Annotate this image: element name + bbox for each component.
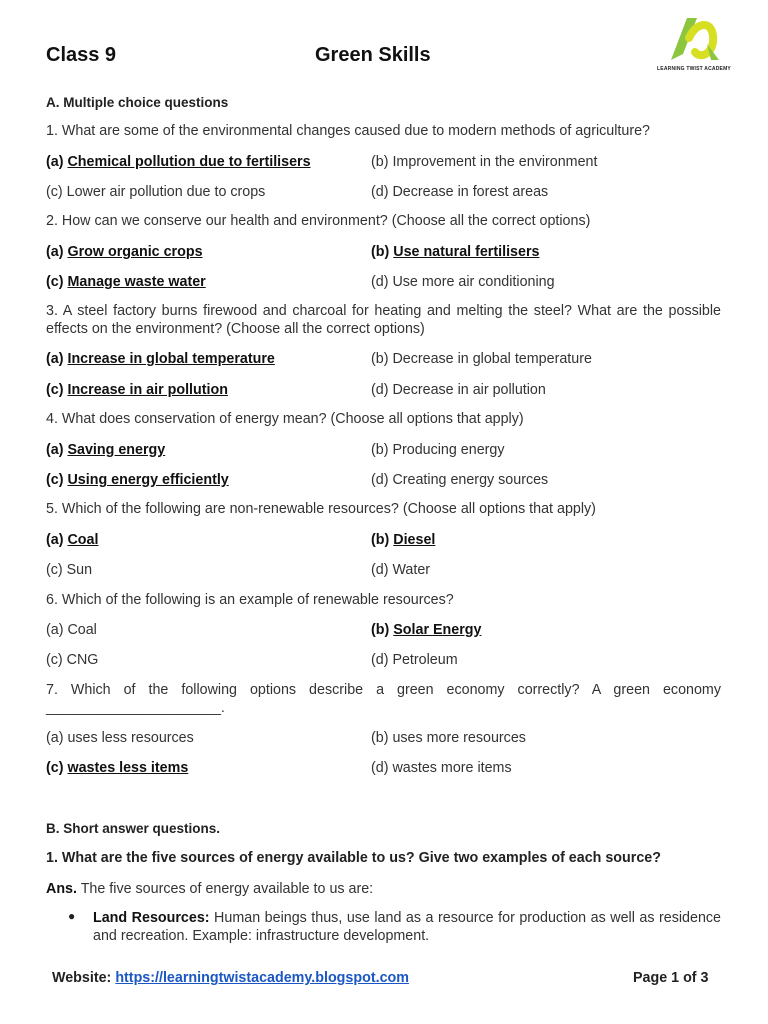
q3-option-a: (a) Increase in global temperature — [46, 351, 275, 367]
logo-name: LEARNING TWIST ACADEMY — [657, 66, 731, 72]
q3-option-c: (c) Increase in air pollution — [46, 382, 228, 398]
q7-option-a: (a) uses less resources — [46, 730, 194, 746]
class-title: Class 9 — [46, 44, 117, 66]
q6-option-c: (c) CNG — [46, 652, 99, 668]
question-7: 7. Which of the following options describe a green economy correctly? A green economy ______________________. — [46, 682, 721, 716]
q2-option-d: (d) Use more air conditioning — [371, 274, 555, 290]
q5-option-c: (c) Sun — [46, 562, 93, 578]
q2-option-b: (b) Use natural fertilisers — [371, 244, 540, 260]
q4-option-b: (b) Producing energy — [371, 442, 505, 458]
subject-title: Green Skills — [315, 44, 431, 66]
q4-option-a: (a) Saving energy — [46, 442, 166, 458]
logo-mark-icon — [653, 12, 735, 68]
q3-option-d: (d) Decrease in air pollution — [371, 382, 546, 398]
q4-option-d: (d) Creating energy sources — [371, 472, 549, 488]
q4-option-c: (c) Using energy efficiently — [46, 472, 229, 488]
q7-option-d: (d) wastes more items — [371, 760, 512, 776]
q5-option-b: (b) Diesel — [371, 532, 436, 548]
q6-option-a: (a) Coal — [46, 622, 97, 638]
q2-option-c: (c) Manage waste water — [46, 274, 206, 290]
q2-option-a: (a) Grow organic crops — [46, 244, 203, 260]
question-2: 2. How can we conserve our health and environment? (Choose all the correct options) — [46, 213, 591, 229]
section-b-title: B. Short answer questions. — [46, 821, 221, 836]
q7-option-c: (c) wastes less items — [46, 760, 189, 776]
section-a-title: A. Multiple choice questions — [46, 95, 229, 110]
academy-logo — [653, 12, 735, 74]
q3-option-b: (b) Decrease in global temperature — [371, 351, 592, 367]
q1-option-c: (c) Lower air pollution due to crops — [46, 184, 266, 200]
question-6: 6. Which of the following is an example of renewable resources? — [46, 592, 454, 608]
land-resources-bullet: Land Resources: Human beings thus, use land as a resource for production as well as residence and recreation. Example: infrastructure development. — [93, 910, 721, 944]
q1-option-b: (b) Improvement in the environment — [371, 154, 598, 170]
bullet-icon: ● — [68, 909, 76, 923]
q5-option-a: (a) Coal — [46, 532, 99, 548]
question-4: 4. What does conservation of energy mean? (Choose all options that apply) — [46, 411, 524, 427]
website-link[interactable]: https://learningtwistacademy.blogspot.com — [115, 970, 409, 986]
q1-option-a: (a) Chemical pollution due to fertilisers — [46, 154, 311, 170]
q7-option-b: (b) uses more resources — [371, 730, 526, 746]
question-1: 1. What are some of the environmental changes caused due to modern methods of agriculture? — [46, 123, 650, 139]
question-3: 3. A steel factory burns firewood and charcoal for heating and melting the steel? What are the possible effects on the environment? (Choose all the correct options) — [46, 303, 721, 337]
q5-option-d: (d) Water — [371, 562, 431, 578]
q6-option-b: (b) Solar Energy — [371, 622, 482, 638]
page-number: Page 1 of 3 — [633, 970, 709, 986]
answer-1: Ans. The five sources of energy available to us are: — [46, 881, 374, 897]
q1-option-d: (d) Decrease in forest areas — [371, 184, 549, 200]
question-5: 5. Which of the following are non-renewable resources? (Choose all options that apply) — [46, 501, 596, 517]
footer-website: Website: https://learningtwistacademy.blogspot.com — [52, 970, 409, 986]
short-question-1: 1. What are the five sources of energy available to us? Give two examples of each source? — [46, 850, 661, 866]
q6-option-d: (d) Petroleum — [371, 652, 458, 668]
